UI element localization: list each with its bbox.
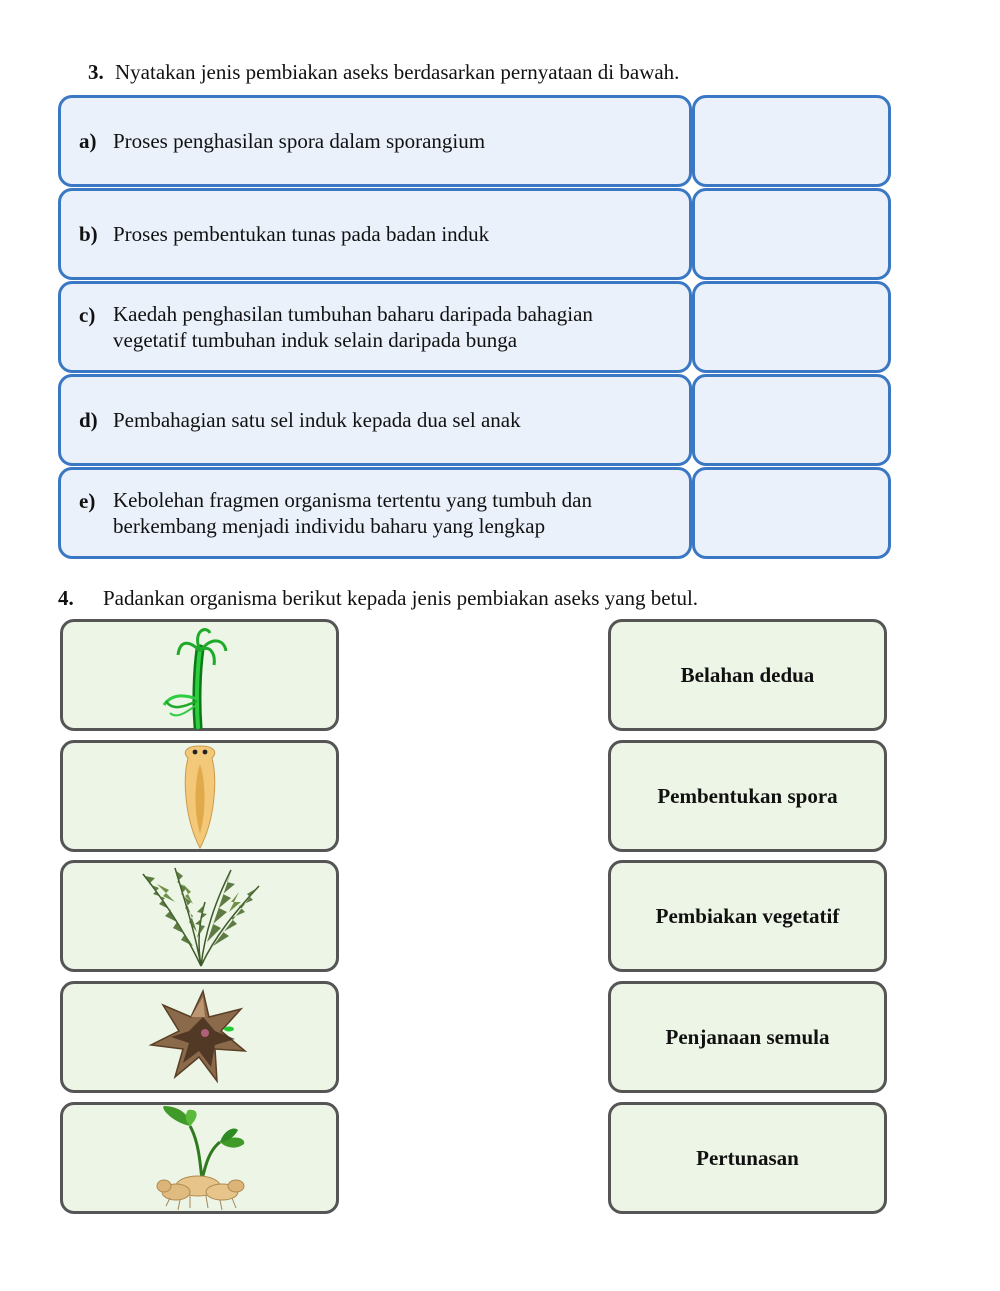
planaria-icon bbox=[170, 742, 230, 850]
question-3-number: 3. bbox=[88, 60, 104, 84]
option-label: Pembiakan vegetatif bbox=[655, 903, 840, 928]
answer-box-e[interactable] bbox=[692, 467, 891, 559]
statement-line: vegetatif tumbuhan induk selain daripada bunga bbox=[113, 328, 518, 352]
statement-letter: d) bbox=[79, 407, 98, 432]
option-penjanaan-semula[interactable] bbox=[608, 981, 887, 1093]
option-pembentukan-spora[interactable] bbox=[608, 740, 887, 852]
organism-card-hydra[interactable] bbox=[60, 619, 339, 731]
statement-line: Kaedah penghasilan tumbuhan baharu daripada bahagian bbox=[113, 302, 593, 326]
statement-letter: c) bbox=[79, 303, 96, 327]
option-pertunasan[interactable] bbox=[608, 1102, 887, 1214]
statement-line: Pembahagian satu sel induk kepada dua sel anak bbox=[113, 408, 521, 432]
option-pembiakan-vegetatif[interactable] bbox=[608, 860, 887, 972]
question-4-text: Padankan organisma berikut kepada jenis pembiakan aseks yang betul. bbox=[103, 586, 699, 610]
organism-card-starfish[interactable] bbox=[60, 981, 339, 1093]
ginger-icon bbox=[150, 1104, 250, 1212]
statement-row-e bbox=[58, 467, 692, 559]
organism-card-planaria[interactable] bbox=[60, 740, 339, 852]
statement-text bbox=[113, 128, 485, 154]
option-label: Pembentukan spora bbox=[657, 783, 838, 808]
answer-box-a[interactable] bbox=[692, 95, 891, 187]
statement-letter: b) bbox=[79, 221, 98, 246]
statement-row-a bbox=[58, 95, 692, 187]
statement-text bbox=[113, 487, 592, 539]
fern-icon bbox=[135, 862, 265, 970]
question-4-number: 4. bbox=[58, 586, 74, 610]
statement-line: Proses penghasilan spora dalam sporangium bbox=[113, 129, 486, 153]
option-label: Belahan dedua bbox=[680, 662, 815, 687]
statement-line: Proses pembentukan tunas pada badan induk bbox=[113, 222, 490, 246]
answer-box-c[interactable] bbox=[692, 281, 891, 373]
statement-row-d bbox=[58, 374, 692, 466]
answer-box-b[interactable] bbox=[692, 188, 891, 280]
statement-line: Kebolehan fragmen organisma tertentu yang tumbuh dan bbox=[113, 488, 592, 512]
statement-row-c bbox=[58, 281, 692, 373]
option-label: Pertunasan bbox=[696, 1145, 799, 1170]
statement-text bbox=[113, 407, 521, 433]
option-label: Penjanaan semula bbox=[665, 1024, 830, 1049]
question-3-text: Nyatakan jenis pembiakan aseks berdasarkan pernyataan di bawah. bbox=[115, 60, 680, 84]
statement-letter: e) bbox=[79, 489, 96, 513]
statement-row-b bbox=[58, 188, 692, 280]
option-belahan-dedua[interactable] bbox=[608, 619, 887, 731]
hydra-icon bbox=[150, 621, 250, 729]
question-4-title bbox=[58, 586, 698, 611]
organism-card-fern[interactable] bbox=[60, 860, 339, 972]
statement-text bbox=[113, 221, 489, 247]
statement-text bbox=[113, 301, 593, 353]
organism-card-ginger[interactable] bbox=[60, 1102, 339, 1214]
answer-box-d[interactable] bbox=[692, 374, 891, 466]
statement-line: berkembang menjadi individu baharu yang lengkap bbox=[113, 514, 546, 538]
statement-letter: a) bbox=[79, 128, 97, 153]
starfish-icon bbox=[145, 987, 255, 1087]
question-3-title bbox=[88, 60, 679, 85]
